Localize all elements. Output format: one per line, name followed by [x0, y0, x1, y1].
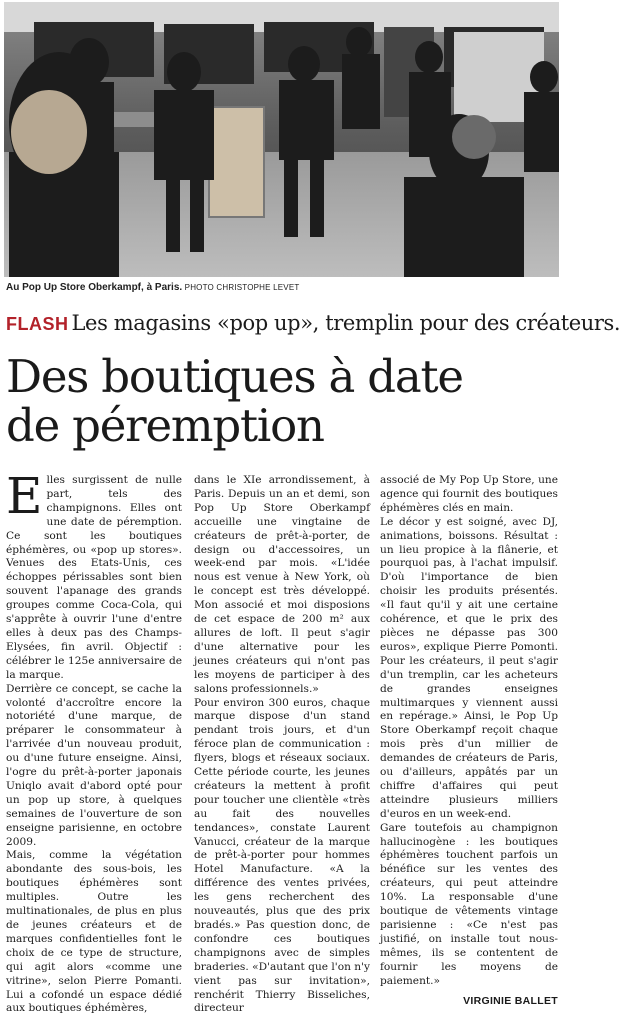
paragraph: Pour environ 300 euros, chaque marque dispose d'un stand pendant trois jours, et d'un féroce plan de communication : flyers, blogs et réseaux sociaux. Cette période courte, les jeunes créateurs la mettent à profit pour toucher une clientèle «très au fait des nouvelles tendances», constate Laurent Vanucci, créateur de la marque de prêt-à-porter pour hommes Hotel Manufacture. «A la différence des ventes privées, les gens recherchent des nouveautés, plus que des prix bradés.» Pas question donc, de confondre ces boutiques champignons avec de simples braderies. «D'autant que l'on n'y vient pas sur invitation», renchérit Thierry Bisseliches, directeur [194, 696, 370, 1015]
drop-cap: E [6, 467, 43, 525]
photo-caption [6, 282, 556, 293]
headline-line-1: Des boutiques à date [6, 350, 463, 403]
article-photo [4, 2, 559, 277]
paragraph [6, 467, 182, 683]
paragraph: associé de My Pop Up Store, une agence qui fournit des boutiques éphémères clés en main. [380, 474, 558, 514]
headline-line-2: de péremption [6, 399, 324, 452]
article-column-2 [194, 474, 370, 1019]
photo-credit: PHOTO CHRISTOPHE LEVET [184, 283, 300, 292]
article-column-1 [6, 467, 182, 1019]
flash-label: FLASH [6, 314, 69, 334]
caption-text: Au Pop Up Store Oberkampf, à Paris. [6, 282, 183, 293]
paragraph: Mais, comme la végétation abondante des sous-bois, les boutiques éphémères sont multiples. Outre les multinationales, de plus en plus de jeunes créateurs et de marques confidentielles font le choix de ce type de structure, qui agit alors «comme une vitrine», selon Pierre Pomanti. Lui a cofondé un espace dédié aux boutiques éphémères, [6, 849, 182, 1015]
paragraph: Gare toutefois au champignon hallucinogène : les boutiques éphémères touchent parfois un bénéfice sur les ventes des créateurs, qui peut atteindre 10%. La responsable d'une boutique de vêtements vintage parisienne : «Ce n'est pas justifié, on installe tout nous-mêmes, ils se contentent de fournir les moyens de paiement.» [380, 821, 558, 987]
article-column-3 [380, 474, 558, 1019]
paragraph-text: lles surgissent de nulle part, tels des champignons. Elles ont une date de péremption. Ce sont les boutiques éphémères, ou «pop up stores». Venues des Etats-Unis, ces échoppes périssables sont bien souvent l'apanage des grands groupes comme Coca-Cola, qui s'apprête à ouvrir l'une d'entre elles à deux pas des Champs-Elysées, fin avril. Objectif : célébrer le 125e anniversaire de la marque. [6, 474, 182, 681]
kicker [6, 310, 620, 337]
photo-illustration [4, 2, 559, 277]
paragraph: dans le XIe arrondissement, à Paris. Depuis un an et demi, son Pop Up Store Oberkampf accueille une vingtaine de créateurs de prêt-à-porter, de design ou d'accessoires, un week-end par mois. «L'idée nous est venue à New York, où le concept est très développé. Mon associé et moi disposions de cet espace de 200 m² aux allures de loft. Il peut s'agir d'une alternative pour les jeunes créateurs qui n'ont pas les moyens de participer à des salons professionnels.» [194, 474, 370, 695]
byline: VIRGINIE BALLET [463, 994, 558, 1007]
kicker-text: Les magasins «pop up», tremplin pour des créateurs. [71, 311, 620, 335]
headline [6, 352, 558, 450]
paragraph: Le décor y est soigné, avec DJ, animations, boissons. Résultat : un lieu propice à la flânerie, et pourquoi pas, à l'achat impulsif. D'où l'importance de bien choisir les produits présentés. «Il faut qu'il y ait une certaine cohérence, et que le prix des pièces ne dépasse pas 300 euros», explique Pierre Pomonti. Pour les créateurs, il peut s'agir d'un tremplin, car les acheteurs de grandes enseignes multimarques y viennent aussi en repérage.» Ainsi, le Pop Up Store Oberkampf reçoit chaque mois près d'un millier de demandes de créateurs de Paris, ou d'ailleurs, appâtés par un chiffre d'affaires qui peut atteindre plusieurs milliers d'euros en un week-end. [380, 515, 558, 820]
paragraph: Derrière ce concept, se cache la volonté d'accroître encore la notoriété d'une marque, de préparer le consommateur à l'arrivée d'un nouveau produit, ou d'une future enseigne. Ainsi, l'ogre du prêt-à-porter japonais Uniqlo avait d'abord opté pour un pop up store, à quelques semaines de l'ouverture de son enseigne parisienne, en octobre 2009. [6, 682, 182, 848]
